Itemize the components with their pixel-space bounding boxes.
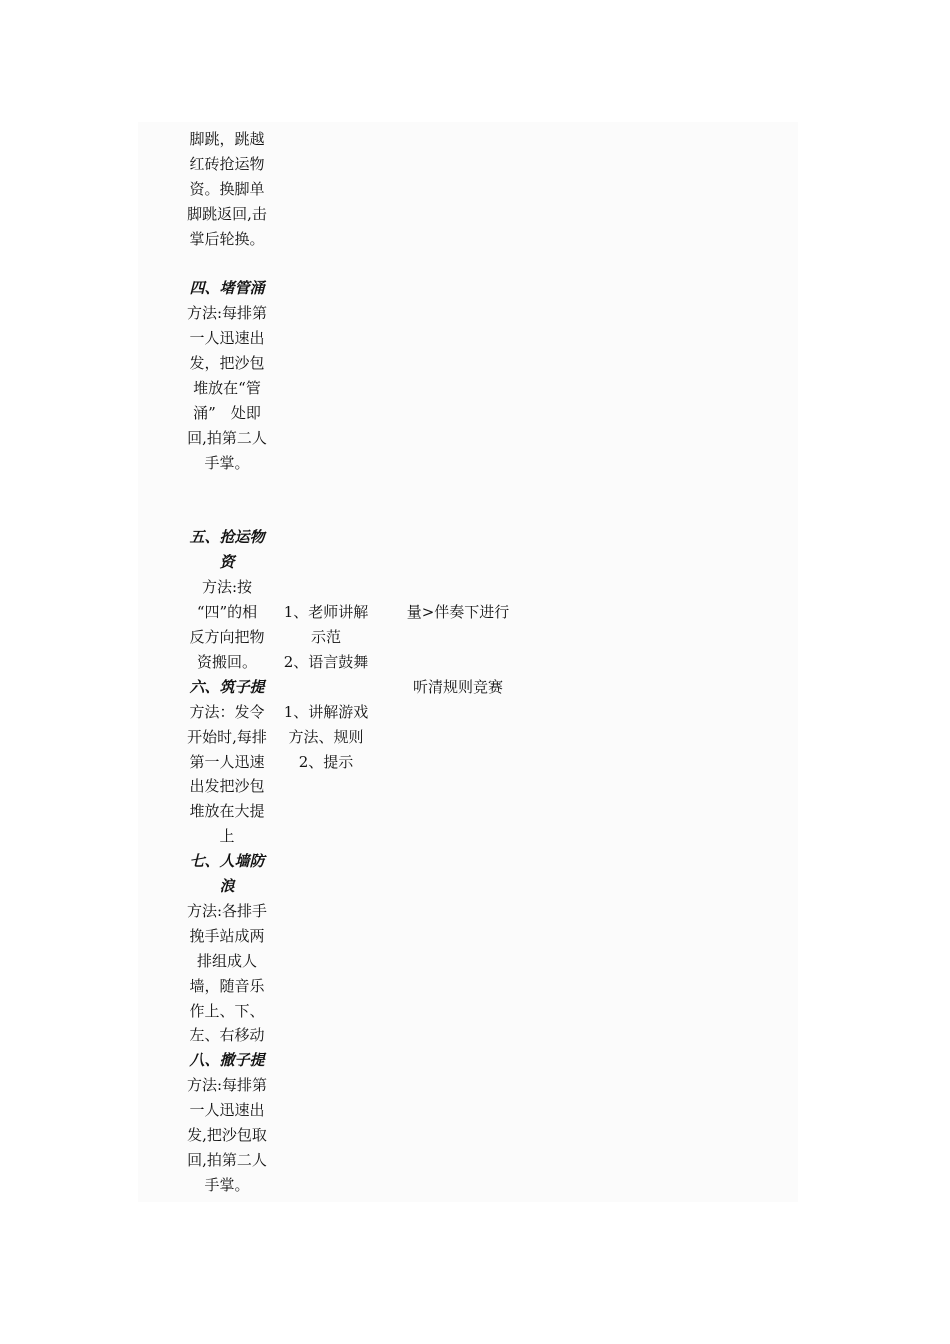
student-activity-line: 量>伴奏下进行 — [406, 603, 510, 621]
section-heading: 五、抢运物 — [189, 528, 265, 547]
method-text-line: 方法:各排手 — [186, 901, 268, 920]
teacher-activity-line: 方法、规则 — [288, 728, 364, 746]
method-text-line: 方法:按 — [201, 578, 253, 597]
student-activity-line: 听清规则竞赛 — [412, 678, 503, 696]
method-text-line: 资。换脚单 — [189, 179, 265, 198]
method-text-line: 墙，随音乐 — [189, 976, 265, 995]
section-heading: 七、人墙防 — [189, 852, 265, 871]
method-text-line: 左、右移动 — [189, 1026, 265, 1045]
method-text-line: 发，把沙包 — [189, 354, 265, 373]
method-text-line: 堆放在大提 — [189, 802, 265, 821]
section-heading: 六、筑子提 — [189, 677, 265, 696]
method-text-line: 脚跳返回,击 — [187, 204, 267, 223]
teacher-activity-line: 2、提示 — [298, 753, 354, 771]
method-text-line: 脚跳，跳越 — [189, 130, 265, 148]
method-text-line: 红砖抢运物 — [189, 154, 265, 173]
method-text-line: 发,把沙包取 — [187, 1126, 267, 1144]
method-text-line: 方法：发令 — [189, 702, 265, 721]
method-text-line: 一人迅速出 — [189, 329, 265, 348]
section-heading: 资 — [219, 553, 235, 572]
method-text-line: 手掌。 — [204, 453, 250, 472]
method-text-line: 挽手站成两 — [189, 926, 265, 945]
method-text-line: 方法:每排第 — [186, 1076, 268, 1095]
method-text-line: 排组成人 — [196, 951, 257, 970]
method-text-line: 资搬回。 — [196, 652, 257, 671]
method-text-line: 手掌。 — [204, 1175, 250, 1194]
method-text-line: 回,拍第二人 — [187, 1150, 267, 1169]
method-text-line: 涌” 处即 — [193, 403, 261, 422]
method-text-line: 一人迅速出 — [189, 1101, 265, 1120]
method-text-line: 第一人迅速 — [189, 752, 265, 771]
teacher-activity-line: 1、老师讲解 — [283, 603, 369, 621]
method-text-line: 反方向把物 — [189, 628, 265, 646]
section-heading: 浪 — [219, 877, 235, 895]
method-text-line: 上 — [219, 827, 235, 846]
section-heading: 四、堵管涌 — [189, 279, 265, 298]
method-text-line: 掌后轮换。 — [189, 229, 265, 248]
method-text-line: 作上、下、 — [189, 1001, 265, 1020]
method-text-line: 开始时,每排 — [187, 727, 267, 746]
teacher-activity-line: 1、讲解游戏 — [283, 703, 369, 721]
method-text-line: “四”的相 — [196, 603, 258, 622]
section-heading: 八、撤子提 — [189, 1051, 265, 1070]
method-text-line: 方法:每排第 — [186, 304, 268, 323]
method-text-line: 出发把沙包 — [189, 777, 265, 796]
method-text-line: 堆放在“管 — [193, 379, 261, 397]
teacher-activity-line: 2、语言鼓舞 — [283, 653, 369, 671]
teacher-activity-line: 示范 — [310, 628, 341, 646]
method-text-line: 回,拍第二人 — [187, 428, 267, 447]
